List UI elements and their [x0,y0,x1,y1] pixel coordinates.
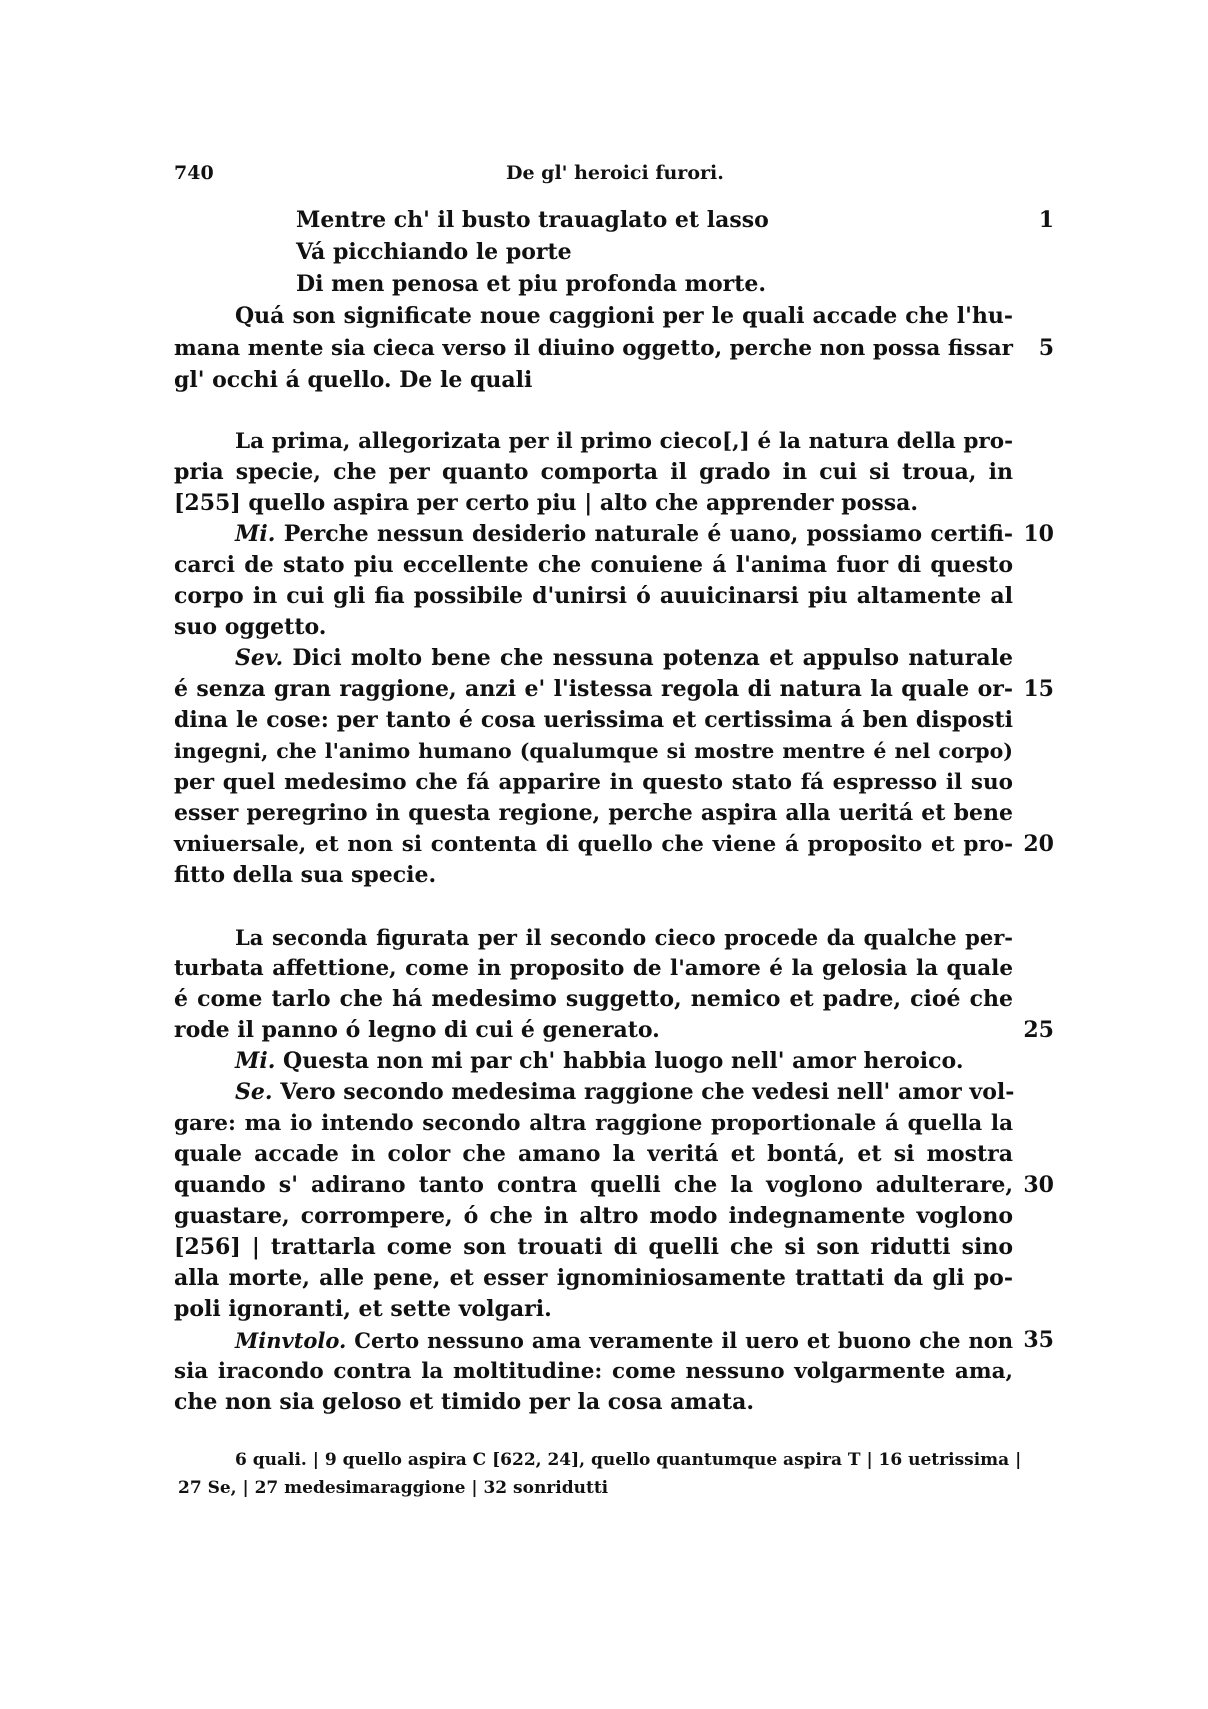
text-line: carci de stato piu eccellente che conuiene á l'anima fuor di questo [174,552,1013,578]
line-number: 10 [1023,521,1054,547]
text-line: fitto della sua specie. [174,862,437,888]
text-line: é senza gran raggione, anzi e' l'istessa regola di natura la quale or- [174,676,1013,702]
text-line: Di men penosa et piu profonda morte. [296,271,767,297]
text-line: poli ignoranti, et sette volgari. [174,1296,552,1322]
text-line: dina le cose: per tanto é cosa uerissima et certissima á ben disposti [174,707,1013,733]
text-line: vniuersale, et non si contenta di quello che viene á proposito et pro- [174,832,1013,857]
text-line: esser peregrino in questa regione, perche aspira alla ueritá et bene [174,800,1013,826]
page-number: 740 [174,162,214,184]
text-line: guastare, corrompere, ó che in altro modo indegnamente voglono [174,1203,1013,1229]
text-line: sia iracondo contra la moltitudine: come nessuno volgarmente ama, [174,1359,1013,1384]
text-line: pria specie, che per quanto comporta il grado in cui si troua, in [174,459,1013,485]
text-line: alla morte, alle pene, et esser ignominiosamente trattati da gli po- [174,1265,1013,1291]
line-number: 25 [1023,1017,1054,1043]
text-line: quando s' adirano tanto contra quelli che la voglono adulterare, [174,1172,1013,1198]
text-line: Sev. Dici molto bene che nessuna potenza et appulso naturale [235,645,1013,671]
text-line: [256] | trattarla come son trouati di quelli che si son ridutti sino [174,1234,1013,1260]
speaker-label: Minvtolo. [235,1328,347,1353]
text-line: che non sia geloso et timido per la cosa amata. [174,1389,754,1415]
text-line: turbata affettione, come in proposito de l'amore é la gelosia la quale [174,956,1013,981]
text-line: Vá picchiando le porte [296,239,572,265]
text-line: Se. Vero secondo medesima raggione che vedesi nell' amor vol- [235,1079,1015,1105]
text-line: suo oggetto. [174,614,327,640]
line-number: 1 [1038,207,1054,233]
text-line: gare: ma io intendo secondo altra raggione proportionale á quella la [174,1111,1013,1136]
speaker-label: Mi. [235,1048,276,1074]
speaker-label: Se. [235,1079,273,1105]
text-line: ingegni, che l'animo humano (qualumque si mostre mentre é nel corpo) [174,739,1013,763]
footnote-line: 27 Se, | 27 medesimaraggione | 32 sonridutti [178,1478,609,1498]
running-title: De gl' heroici furori. [506,162,724,184]
text-line: rode il panno ó legno di cui é generato. [174,1017,660,1043]
text-line: Mentre ch' il busto trauaglato et lasso [296,207,769,233]
page-header [174,162,994,192]
text-line: quale accade in color che amano la veritá et bontá, et si mostra [174,1141,1013,1167]
text-line: Minvtolo. Certo nessuno ama veramente il uero et buono che non [235,1328,1013,1353]
text-line: [255] quello aspira per certo piu | alto che apprender possa. [174,490,919,516]
text-line: La seconda figurata per il secondo cieco procede da qualche per- [235,925,1013,950]
line-number: 20 [1023,831,1054,857]
line-number: 35 [1023,1327,1054,1353]
line-number: 15 [1023,676,1054,702]
line-number: 5 [1038,335,1054,361]
text-line: Mi. Perche nessun desiderio naturale é uano, possiamo certifi- [235,521,1013,547]
text-line: corpo in cui gli fia possibile d'unirsi ó auuicinarsi piu altamente al [174,583,1013,609]
text-line: é come tarlo che há medesimo suggetto, nemico et padre, cioé che [174,986,1013,1012]
text-line: gl' occhi á quello. De le quali [174,367,533,393]
footnote-line: 6 quali. | 9 quello aspira C [622, 24], quello quantumque aspira T | 16 uetrissima | [235,1450,1022,1470]
line-number: 30 [1023,1172,1054,1198]
text-line: per quel medesimo che fá apparire in questo stato fá espresso il suo [174,770,1013,795]
text-line: Quá son significate noue caggioni per le quali accade che l'hu- [235,303,1013,329]
speaker-label: Sev. [235,645,284,671]
text-line: Mi. Questa non mi par ch' habbia luogo nell' amor heroico. [235,1048,964,1074]
speaker-label: Mi. [235,521,276,547]
text-line: La prima, allegorizata per il primo cieco[,] é la natura della pro- [235,429,1013,454]
text-line: mana mente sia cieca verso il diuino oggetto, perche non possa fissar [174,336,1013,361]
